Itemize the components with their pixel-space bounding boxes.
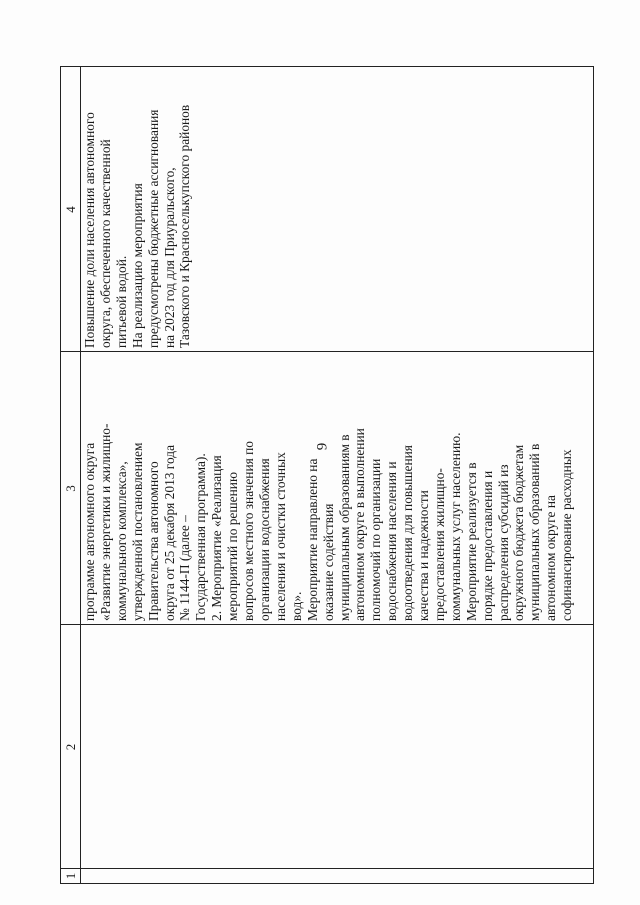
text-line: коммунальных услуг населению. [447, 432, 463, 621]
text-line: предоставления жилищно- [431, 468, 447, 621]
text-line: распределения субсидий из [495, 464, 511, 621]
column-divider [61, 351, 593, 352]
text-line: софинансирование расходных [559, 449, 575, 621]
text-line: предусмотрены бюджетные ассигнования [145, 109, 161, 348]
text-line: округа от 25 декабря 2013 года [161, 444, 177, 621]
text-line: питьевой водой. [113, 255, 129, 348]
text-line: автономном округе в выполнении [352, 428, 368, 621]
text-line: На реализацию мероприятия [129, 183, 145, 348]
text-line: 2. Мероприятие «Реализация [209, 455, 225, 621]
text-line: окружного бюджета бюджетам [511, 444, 527, 621]
text-line: автономном округе на [543, 495, 559, 621]
column-divider [61, 624, 593, 625]
text-line: полномочий по организации [368, 458, 384, 621]
text-line: Тазовского и Красноселькупского районов [177, 104, 193, 348]
column-divider [61, 868, 593, 869]
header-col-2: 2 [63, 743, 78, 751]
text-line: населения и очистки сточных [272, 452, 288, 621]
text-line: организации водоснабжения [256, 458, 272, 621]
header-col-4: 4 [63, 206, 78, 213]
table-grid [60, 66, 594, 884]
header-col-1: 1 [63, 872, 78, 880]
text-line: на 2023 год для Приуральского, [161, 167, 177, 348]
text-line: Мероприятие направлено на [304, 458, 320, 621]
text-line: водоснабжения населения и [384, 461, 400, 621]
text-line: качества и надежности [416, 490, 432, 621]
text-line: № 1144-П (далее – [177, 515, 193, 621]
text-line: коммунального комплекса», [113, 461, 129, 621]
cell-col-4-text [82, 105, 193, 348]
header-col-3: 3 [63, 485, 78, 492]
text-line: утвержденной постановлением [129, 442, 145, 621]
text-line: оказание содействия [320, 503, 336, 621]
text-line: округа, обеспеченного качественной [97, 139, 113, 348]
text-line: порядке предоставления и [479, 470, 495, 621]
text-line: Мероприятие реализуется в [463, 462, 479, 621]
text-line: муниципальных образований в [527, 443, 543, 621]
text-line: Повышение доли населения автономного [82, 112, 97, 348]
page-number: 9 [314, 442, 331, 451]
text-line: Государственная программа). [193, 453, 209, 621]
cell-col-3-text [82, 424, 575, 621]
text-line: «Развитие энергетики и жилищно- [97, 423, 113, 621]
text-line: мероприятий по решению [225, 472, 241, 621]
text-line: муниципальным образованиям в [336, 434, 352, 621]
text-line: программе автономного округа [82, 442, 97, 621]
text-line: вод». [288, 591, 304, 621]
text-line: Правительства автономного [145, 461, 161, 621]
text-line: вопросов местного значения по [241, 441, 257, 621]
text-line: водоотведения для повышения [400, 445, 416, 621]
rotated-table [60, 66, 594, 884]
